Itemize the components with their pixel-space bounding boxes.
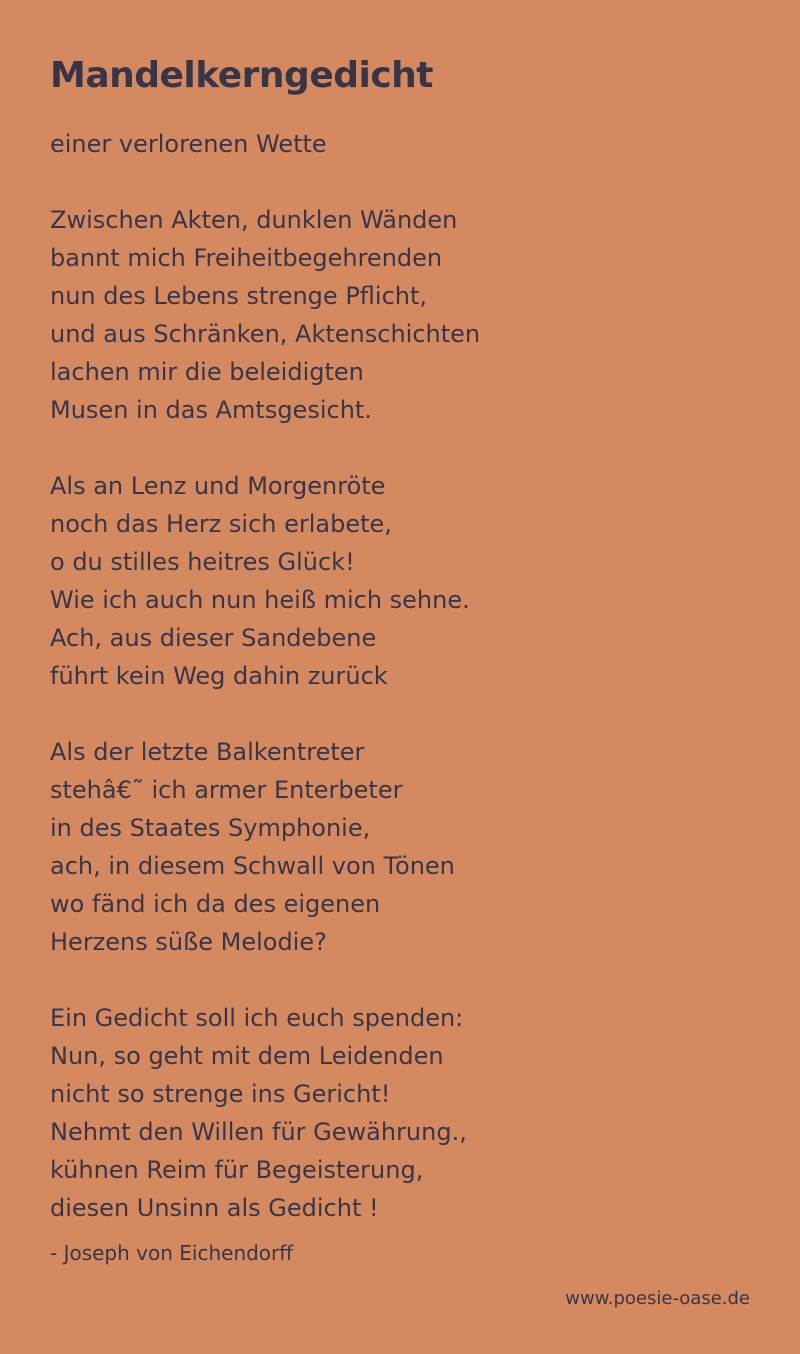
poem-line: Ein Gedicht soll ich euch spenden: — [50, 1004, 464, 1032]
stanza — [50, 201, 480, 429]
poem-line: wo fänd ich da des eigenen — [50, 890, 381, 918]
poem-line: kühnen Reim für Begeisterung, — [50, 1156, 424, 1184]
poem-line: nicht so strenge ins Gericht! — [50, 1080, 391, 1108]
poem-line: und aus Schränken, Aktenschichten — [50, 320, 481, 348]
website-url: www.poesie-oase.de — [565, 1288, 750, 1309]
poem-line: noch das Herz sich erlabete, — [50, 510, 392, 538]
poem-line: führt kein Weg dahin zurück — [50, 662, 388, 690]
poem-line: Nun, so geht mit dem Leidenden — [50, 1042, 444, 1070]
poem-line: Ach, aus dieser Sandebene — [50, 624, 377, 652]
poem-line: Wie ich auch nun heiß mich sehne. — [50, 586, 470, 614]
poem-line: in des Staates Symphonie, — [50, 814, 371, 842]
poem-line: o du stilles heitres Glück! — [50, 548, 355, 576]
poem-line: stehâ€˜ ich armer Enterbeter — [50, 776, 403, 804]
poem-line: lachen mir die beleidigten — [50, 358, 364, 386]
poem-line: ach, in diesem Schwall von Tönen — [50, 852, 455, 880]
poem-line: Als der letzte Balkentreter — [50, 738, 365, 766]
poem-line: diesen Unsinn als Gedicht ! — [50, 1194, 379, 1222]
poem-line: Als an Lenz und Morgenröte — [50, 472, 386, 500]
poem-line: nun des Lebens strenge Pflicht, — [50, 282, 428, 310]
poem-subtitle: einer verlorenen Wette — [50, 130, 327, 158]
poem-author: - Joseph von Eichendorff — [50, 1241, 294, 1265]
stanza — [50, 733, 455, 961]
poem-title: Mandelkerngedicht — [50, 55, 434, 96]
poem-line: Herzens süße Melodie? — [50, 928, 327, 956]
poem-line: Musen in das Amtsgesicht. — [50, 396, 372, 424]
stanza — [50, 467, 470, 695]
poem-line: Nehmt den Willen für Gewährung., — [50, 1118, 467, 1146]
poem-line: Zwischen Akten, dunklen Wänden — [50, 206, 458, 234]
stanza — [50, 999, 467, 1227]
poem-line: bannt mich Freiheitbegehrenden — [50, 244, 443, 272]
